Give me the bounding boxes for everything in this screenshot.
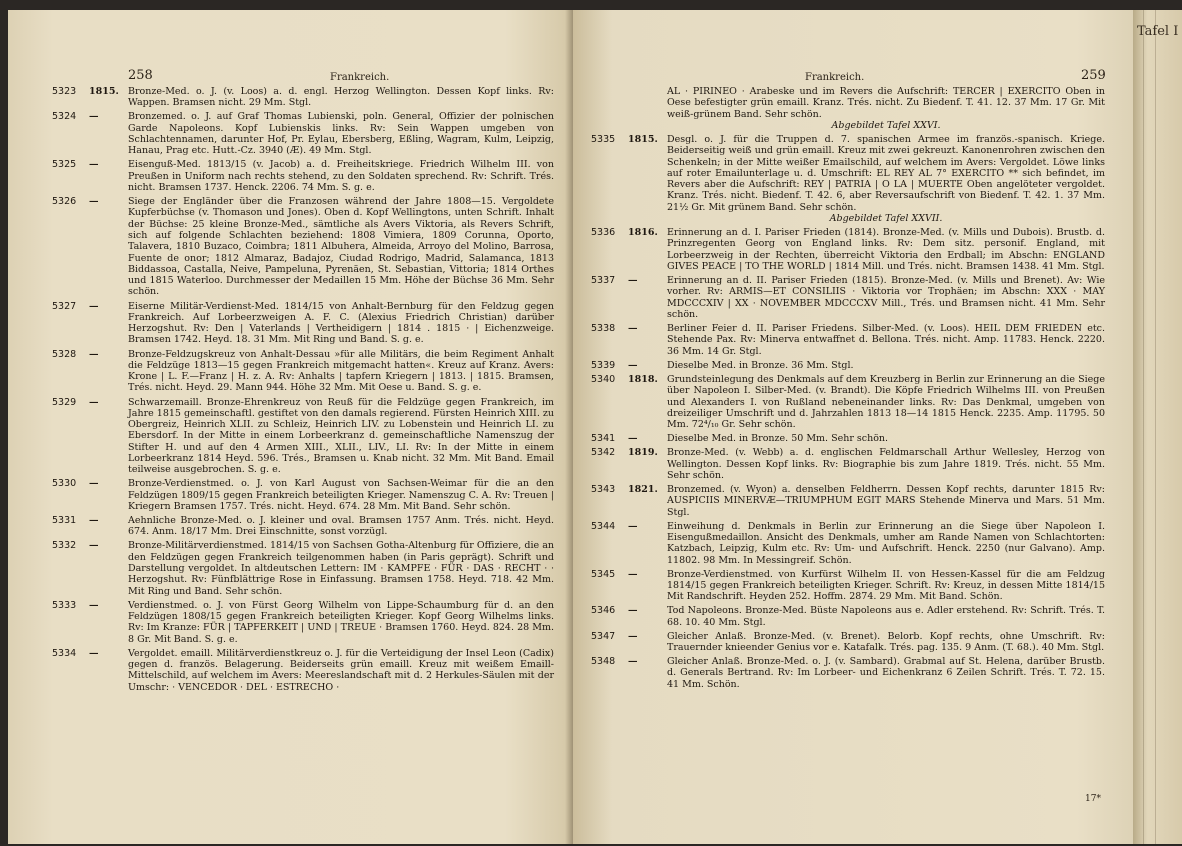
left-page xyxy=(8,10,573,844)
catalog-entry xyxy=(52,515,554,538)
entry-number: 5337 xyxy=(591,275,616,287)
entry-text: Dieselbe Med. in Bronze. 36 Mm. Stgl. xyxy=(667,359,854,371)
continuation-text: AL · PIRINEO · Arabeske und im Revers die Aufschrift: TERCER | EXERCITO Oben in Oese befestigter grün emaill. Kranz. Trés. nicht. Zu Biedenf. T. 41. 12. 37 Mm. 17 Gr. Mit weiß-grünem Band. Sehr schön. xyxy=(667,86,1105,120)
entry-year: — xyxy=(89,111,99,123)
entry-number: 5328 xyxy=(52,348,77,360)
entry-number: 5343 xyxy=(591,483,616,495)
entry-number: 5327 xyxy=(52,300,77,312)
catalog-entry xyxy=(52,349,554,394)
entry-text: Desgl. o. J. für die Truppen d. 7. spanischen Armee im französ.-spanisch. Kriege. Beiderseitig weiß und grün emaill. Kreuz mit zwei gekreuzt. Kanonenrohren zwischen den Schenkeln; in der Mitte weißer Emailschild, auf welchem im Avers: Vergoldet. Löwe links auf roter Emailunterlage u. d. Umschrift: EL REY AL 7° EXERCITO ** sich befindet, im Revers aber die Aufschrift: REY | PATRIA | O LA | MUERTE Oben angelöteter vergoldet. Kranz. Trés. nicht. Biedenf. T. 42. 6, aber Reversaufschrift von Biedenf. T. 42. 1. 37 Mm. 21½ Gr. Mit grünem Band. Sehr schön. xyxy=(667,133,1105,213)
entry-text: Bronze-Verdienstmed. von Kurfürst Wilhelm II. von Hessen-Kassel für die am Feldzug 1814/15 gegen Frankreich beteiligten Krieger. Schrift. Rv: Kreuz, in dessen Mitte 1814/15 Mit Randschrift. Heyden 252. Hoffm. 2874. 29 Mm. Mit Band. Schön. xyxy=(667,568,1105,603)
running-title-right: Frankreich. xyxy=(805,72,865,83)
catalog-entry xyxy=(52,540,554,596)
entry-year: — xyxy=(89,478,99,490)
catalog-entry xyxy=(591,656,1105,690)
catalog-entry xyxy=(591,631,1105,654)
entry-number: 5325 xyxy=(52,159,77,171)
entry-number: 5335 xyxy=(591,133,616,145)
entry-text: Gleicher Anlaß. Bronze-Med. (v. Brenet). Belorb. Kopf rechts, ohne Umschrift. Rv: Trauernder knieender Genius vor e. Katafalk. Trés. pag. 135. 9 Anm. (T. 68.). 40 Mm. Stgl. xyxy=(667,630,1105,654)
entry-year: 1815. xyxy=(89,86,119,97)
entry-year: — xyxy=(89,196,99,208)
entry-year: — xyxy=(628,568,638,580)
entry-year: — xyxy=(628,520,638,532)
catalog-entry xyxy=(52,111,554,156)
entry-year: — xyxy=(628,323,638,335)
next-page-edge xyxy=(1133,10,1182,844)
entry-text: Bronze-Med. o. J. (v. Loos) a. d. engl. Herzog Wellington. Dessen Kopf links. Rv: Wappen. Bramsen nicht. 29 Mm. Stgl. xyxy=(128,86,554,109)
catalog-entry xyxy=(591,275,1105,320)
edge-line xyxy=(1143,10,1144,844)
entry-text: Verdienstmed. o. J. von Fürst Georg Wilhelm von Lippe-Schaumburg für d. an den Feldzügen 1808/15 gegen Frankreich beteiligten Krieger. Kopf Georg Wilhelms links. Rv: Im Kranze: FÜR | TAPFERKEIT | UND | TREUE · Bramsen 1760. Heyd. 824. 28 Mm. 8 Gr. Mit Band. S. g. e. xyxy=(128,599,554,645)
entry-text: Schwarzemaill. Bronze-Ehrenkreuz von Reuß für die Feldzüge gegen Frankreich, im Jahre 1815 gemeinschaftl. gestiftet von den damals regierend. Fürsten Heinrich XIII. zu Obergreiz, Heinrich XLII. zu Schleiz, Heinrich LIV. zu Lobenstein und Heinrich LI. zu Ebersdorf. In der Mitte in einem Lorbeerkranz d. gemeinschaftliche Namenszug der Stifter H. und auf den 4 Armen XIII., XLII., LIV., LI. Rv: In der Mitte in einem Lorbeerkranz 1814 Heyd. 596. Trés., Bramsen u. Knab nicht. 32 Mm. Mit Band. Email teilweise ausgebrochen. S. g. e. xyxy=(128,396,554,476)
entry-number: 5339 xyxy=(591,359,616,371)
continuation-entry xyxy=(591,86,1105,131)
entry-year: — xyxy=(628,656,638,668)
entry-number: 5347 xyxy=(591,630,616,642)
page-number-left: 258 xyxy=(128,68,153,83)
entry-text: Bronze-Verdienstmed. o. J. von Karl August von Sachsen-Weimar für die an den Feldzügen 1809/15 gegen Frankreich beteiligten Krieger. Namenszug C. A. Rv: Treuen | Kriegern Bramsen 1757. Trés. nicht. Heyd. 674. 28 Mm. Mit Band. Sehr schön. xyxy=(128,478,554,512)
entry-number: 5344 xyxy=(591,520,616,532)
entry-year: 1818. xyxy=(628,373,658,385)
catalog-entry xyxy=(591,227,1105,272)
entry-text: Eisenguß-Med. 1813/15 (v. Jacob) a. d. Freiheitskriege. Friedrich Wilhelm III. von Preußen in Uniform nach rechts stehend, zu den Soldaten sprechend. Rv: Schrift. Trés. nicht. Bramsen 1737. Henck. 2206. 74 Mm. S. g. e. xyxy=(128,159,554,193)
entry-year: 1819. xyxy=(628,447,658,459)
entry-text: Bronze-Militärverdienstmed. 1814/15 von Sachsen Gotha-Altenburg für Offiziere, die an den Feldzügen gegen Frankreich teilgenommen haben (in Paris geprägt). Schrift und Darstellung vergoldet. In altdeutschen Lettern: IM · KAMPFE · FÜR · DAS · RECHT · · Herzogshut. Rv: Fünfblättrige Rose in Einfassung. Bramsen 1758. Heyd. 718. 42 Mm. Mit Ring und Band. Sehr schön. xyxy=(128,540,554,597)
catalog-entry xyxy=(591,605,1105,628)
entry-figure-note: Abgebildet Tafel XXVII. xyxy=(829,213,943,225)
entry-text: Grundsteinlegung des Denkmals auf dem Kreuzberg in Berlin zur Erinnerung an die Siege über Napoleon I. Silber-Med. (v. Brandt). Die Köpfe Friedrich Wilhelms III. von Preußen und Alexanders I. von Rußland nebeneinander links. Rv: Das Denkmal, umgeben von dreizeiliger Umschrift und d. Jahrzahlen 1813 18—14 1815 Henck. 2235. Amp. 11795. 50 Mm. 72⁴/₁₀ Gr. Sehr schön. xyxy=(667,373,1105,431)
entry-number: 5338 xyxy=(591,323,616,335)
entry-text: Aehnliche Bronze-Med. o. J. kleiner und oval. Bramsen 1757 Anm. Trés. nicht. Heyd. 674. Anm. 18/17 Mm. Drei Einschnitte, sonst vorzügl. xyxy=(128,515,554,538)
entry-year: — xyxy=(89,515,99,527)
entry-number: 5342 xyxy=(591,447,616,459)
entry-number: 5323 xyxy=(52,86,77,97)
entry-year: — xyxy=(628,433,638,445)
entry-year: 1815. xyxy=(628,133,658,145)
entry-year: — xyxy=(89,159,99,171)
entry-number: 5336 xyxy=(591,227,616,239)
entry-year: — xyxy=(89,540,99,552)
edge-label: Tafel I xyxy=(1137,24,1179,39)
entry-year: — xyxy=(89,647,99,659)
entry-year: — xyxy=(628,275,638,287)
entry-text: Tod Napoleons. Bronze-Med. Büste Napoleons aus e. Adler erstehend. Rv: Schrift. Trés. T. 68. 10. 40 Mm. Stgl. xyxy=(667,605,1105,628)
catalog-entry xyxy=(52,397,554,476)
entry-year: — xyxy=(628,630,638,642)
entry-number: 5332 xyxy=(52,540,77,552)
entry-text: Erinnerung an d. I. Pariser Frieden (1814). Bronze-Med. (v. Mills und Dubois). Brustb. d. Prinzregenten Georg von England links. Rv: Dem sitz. personif. England, mit Lorbeerzweig in der Rechten, überreicht Viktoria den Erdball; im Abschn: ENGLAND GIVES PEACE | TO THE WORLD | 1814 Mill. und Trés. nicht. Bramsen 1438. 41 Mm. Stgl. xyxy=(667,227,1105,273)
entry-text: Bronzemed. (v. Wyon) a. denselben Feldherrn. Dessen Kopf rechts, darunter 1815 Rv: AUSPICIIS MINERVÆ—TRIUMPHUM EGIT MARS Stehende Minerva und Mars. 51 Mm. Stgl. xyxy=(667,483,1105,518)
catalog-entry xyxy=(52,600,554,645)
entry-text: Berliner Feier d. II. Pariser Friedens. Silber-Med. (v. Loos). HEIL DEM FRIEDEN etc. Stehende Pax. Rv: Minerva entwaffnet d. Bellona. Trés. nicht. Amp. 11783. Henck. 2220. 36 Mm. 14 Gr. Stgl. xyxy=(667,323,1105,357)
left-column xyxy=(52,86,554,696)
entry-text: Einweihung d. Denkmals in Berlin zur Erinnerung an die Siege über Napoleon I. Eisengußmedaillon. Ansicht des Denkmals, umher am Rande Namen von Schlachtorten: Katzbach, Leipzig, Kulm etc. Rv: Um- und Aufschrift. Henck. 2250 (nur Galvano). Amp. 11802. 98 Mm. In Messingreif. Schön. xyxy=(667,520,1105,566)
entry-number: 5334 xyxy=(52,647,77,659)
catalog-entry xyxy=(591,521,1105,566)
entry-text: Dieselbe Med. in Bronze. 50 Mm. Sehr schön. xyxy=(667,433,889,445)
entry-number: 5333 xyxy=(52,599,77,611)
entry-number: 5341 xyxy=(591,433,616,445)
entry-number: 5329 xyxy=(52,396,77,408)
entry-year: — xyxy=(89,599,99,611)
page-number-right: 259 xyxy=(1081,68,1106,83)
catalog-entry xyxy=(591,323,1105,357)
entry-year: — xyxy=(89,300,99,312)
entry-text: Bronzemed. o. J. auf Graf Thomas Lubienski, poln. General, Offizier der polnischen Garde Napoleons. Kopf Lubienskis links. Rv: Sein Wappen umgeben von Schlachtennamen, darunter Hof, Pr. Eylau, Ebersberg, Eßling, Wagram, Kulm, Leipzig, Hanau, Prag etc. Hutt.-Cz. 3940 (Æ). 49 Mm. Stgl. xyxy=(128,111,554,157)
catalog-entry xyxy=(591,569,1105,603)
running-title-left: Frankreich. xyxy=(330,72,390,83)
catalog-entry xyxy=(591,484,1105,518)
entry-text: Siege der Engländer über die Franzosen während der Jahre 1808—15. Vergoldete Kupferbüchse (v. Thomason und Jones). Oben d. Kopf Wellingtons, unten Schrift. Inhalt der Büchse: 25 kleine Bronze-Med., sämtliche als Avers Viktoria, als Revers Schrift, sich auf folgende Schlachten beziehend: 1808 Vimiera, 1809 Corunna, Oporto, Talavera, 1810 Buzaco, Coimbra; 1811 Albuhera, Almeida, Arroyo del Molino, Barrosa, Fuente de onor; 1812 Almaraz, Badajoz, Ciudad Rodrigo, Madrid, Salamanca, 1813 Biddassoa, Castalla, Neive, Pampeluna, Pyrenäen, St. Sebastian, Vittoria; 1814 Orthes und 1815 Waterloo. Durchmesser der Medaillen 15 Mm. Höhe der Büchse 36 Mm. Sehr schön. xyxy=(128,196,554,298)
entry-number: 5346 xyxy=(591,605,616,617)
entry-number: 5348 xyxy=(591,656,616,668)
entry-text: Gleicher Anlaß. Bronze-Med. o. J. (v. Sambard). Grabmal auf St. Helena, darüber Brustb. d. Generals Bertrand. Rv: Im Lorbeer- und Eichenkranz 6 Zeilen Schrift. Trés. T. 72. 15. 41 Mm. Schön. xyxy=(667,656,1105,690)
catalog-entry xyxy=(591,360,1105,371)
entry-text: Bronze-Med. (v. Webb) a. d. englischen Feldmarschall Arthur Wellesley, Herzog von Wellington. Dessen Kopf links. Rv: Biographie bis zum Jahre 1819. Trés. nicht. 55 Mm. Sehr schön. xyxy=(667,447,1105,481)
catalog-entry xyxy=(52,648,554,693)
entry-year: — xyxy=(89,396,99,408)
entry-year: 1816. xyxy=(628,227,658,239)
catalog-entry xyxy=(52,478,554,512)
edge-line xyxy=(1155,10,1156,844)
entry-year: — xyxy=(628,359,638,371)
entry-number: 5324 xyxy=(52,111,77,123)
catalog-entry xyxy=(591,433,1105,444)
entry-year: 1821. xyxy=(628,483,658,495)
catalog-entry xyxy=(52,196,554,298)
entry-year: — xyxy=(89,348,99,360)
entry-number: 5331 xyxy=(52,515,77,527)
entry-number: 5326 xyxy=(52,196,77,208)
catalog-entry xyxy=(591,447,1105,481)
entry-text: Bronze-Feldzugskreuz von Anhalt-Dessau »für alle Militärs, die beim Regiment Anhalt die Feldzüge 1813—15 gegen Frankreich mitgemacht hatten«. Kreuz auf Kranz. Avers: Krone | L. F.—Franz | H. z. A. Rv: Anhalts | tapfern Kriegern | 1813. | 1815. Bramsen, Trés. nicht. Heyd. 29. Mann 944. Höhe 32 Mm. Mit Oese u. Band. S. g. e. xyxy=(128,348,554,394)
right-page xyxy=(573,10,1133,844)
entry-text: Eiserne Militär-Verdienst-Med. 1814/15 von Anhalt-Bernburg für den Feldzug gegen Frankreich. Auf Lorbeerzweigen A. F. C. (Alexius Friedrich Christian) darüber Herzogshut. Rv: Den | Vaterlands | Vertheidigern | 1814 . 1815 · | Eichenzweige. Bramsen 1742. Heyd. 18. 31 Mm. Mit Ring und Band. S. g. e. xyxy=(128,300,554,346)
right-column xyxy=(591,86,1105,693)
entry-text: Vergoldet. emaill. Militärverdienstkreuz o. J. für die Verteidigung der Insel Leon (Cadix) gegen d. französ. Belagerung. Beiderseits grün emaill. Kreuz mit weißem Emaill-Mittelschild, auf welchem im Avers: Meereslandschaft mit d. 2 Herkules-Säulen mit der Umschr: · VENCEDOR · DEL · ESTRECHO · xyxy=(128,647,554,693)
continuation-figure-note: Abgebildet Tafel XXVI. xyxy=(831,119,941,131)
entry-number: 5345 xyxy=(591,568,616,580)
entry-year: — xyxy=(628,605,638,617)
catalog-entry xyxy=(52,86,554,109)
catalog-entry xyxy=(591,374,1105,430)
catalog-entry xyxy=(52,159,554,193)
entry-number: 5330 xyxy=(52,478,77,490)
catalog-entry xyxy=(591,134,1105,224)
entry-number: 5340 xyxy=(591,373,616,385)
catalog-entry xyxy=(52,301,554,346)
signature-mark: 17* xyxy=(1085,794,1101,804)
entry-text: Erinnerung an d. II. Pariser Frieden (1815). Bronze-Med. (v. Mills und Brenet). Av: Wie vorher. Rv: ARMIS—ET CONSILIIS · Viktoria vor Trophäen; im Abschn: XXX · MAY MDCCCXIV | XX · NOVEMBER MDCCCXV Mill., Trés. und Bramsen nicht. 41 Mm. Sehr schön. xyxy=(667,275,1105,321)
